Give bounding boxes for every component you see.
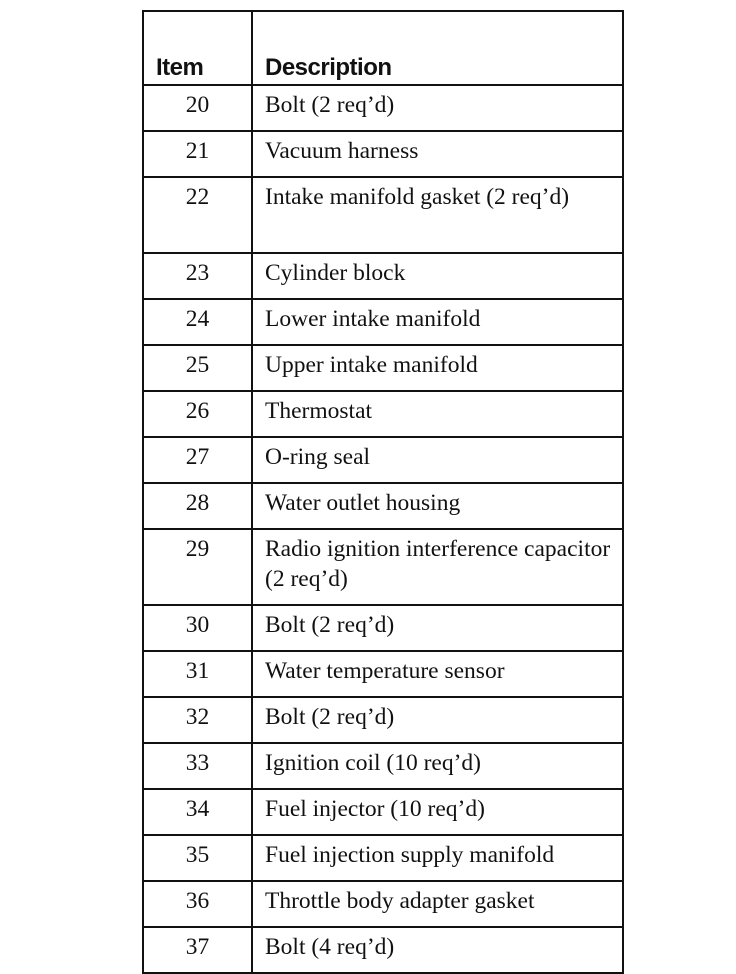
description-column-header: Description <box>252 11 623 85</box>
description-cell: Bolt (2 req’d) <box>252 85 623 131</box>
table-row <box>143 177 623 253</box>
description-cell: Radio ignition interference capacitor (2 req’d) <box>252 529 623 605</box>
description-cell: Cylinder block <box>252 253 623 299</box>
description-cell: Water temperature sensor <box>252 651 623 697</box>
description-cell: Intake manifold gasket (2 req’d) <box>252 177 623 253</box>
item-number-cell: 26 <box>143 391 252 437</box>
description-cell: Vacuum harness <box>252 131 623 177</box>
item-number-cell: 23 <box>143 253 252 299</box>
description-cell: O-ring seal <box>252 437 623 483</box>
table-row <box>143 743 623 789</box>
item-number-cell: 30 <box>143 605 252 651</box>
description-cell: Bolt (4 req’d) <box>252 927 623 973</box>
item-number-cell: 21 <box>143 131 252 177</box>
parts-table <box>142 10 624 974</box>
table-row <box>143 391 623 437</box>
description-cell: Upper intake manifold <box>252 345 623 391</box>
description-cell: Bolt (2 req’d) <box>252 605 623 651</box>
item-column-header: Item <box>143 11 252 85</box>
table-row <box>143 131 623 177</box>
table-header <box>143 11 623 85</box>
table-row <box>143 85 623 131</box>
item-number-cell: 34 <box>143 789 252 835</box>
description-cell: Bolt (2 req’d) <box>252 697 623 743</box>
table-row <box>143 927 623 973</box>
table-row <box>143 835 623 881</box>
item-number-cell: 36 <box>143 881 252 927</box>
item-number-cell: 24 <box>143 299 252 345</box>
item-number-cell: 28 <box>143 483 252 529</box>
description-cell: Fuel injection supply manifold <box>252 835 623 881</box>
item-number-cell: 35 <box>143 835 252 881</box>
header-row <box>143 11 623 85</box>
description-cell: Fuel injector (10 req’d) <box>252 789 623 835</box>
description-cell: Thermostat <box>252 391 623 437</box>
table-row <box>143 345 623 391</box>
table-row <box>143 605 623 651</box>
description-cell: Ignition coil (10 req’d) <box>252 743 623 789</box>
table-row <box>143 881 623 927</box>
item-number-cell: 20 <box>143 85 252 131</box>
item-number-cell: 27 <box>143 437 252 483</box>
table-row <box>143 437 623 483</box>
table-row <box>143 697 623 743</box>
table-row <box>143 483 623 529</box>
table-row <box>143 651 623 697</box>
item-number-cell: 29 <box>143 529 252 605</box>
item-number-cell: 37 <box>143 927 252 973</box>
table-row <box>143 789 623 835</box>
item-number-cell: 32 <box>143 697 252 743</box>
table-row <box>143 299 623 345</box>
item-number-cell: 31 <box>143 651 252 697</box>
item-number-cell: 33 <box>143 743 252 789</box>
table-body <box>143 85 623 973</box>
item-number-cell: 22 <box>143 177 252 253</box>
item-number-cell: 25 <box>143 345 252 391</box>
table-row <box>143 529 623 605</box>
description-cell: Water outlet housing <box>252 483 623 529</box>
description-cell: Lower intake manifold <box>252 299 623 345</box>
table-row <box>143 253 623 299</box>
description-cell: Throttle body adapter gasket <box>252 881 623 927</box>
